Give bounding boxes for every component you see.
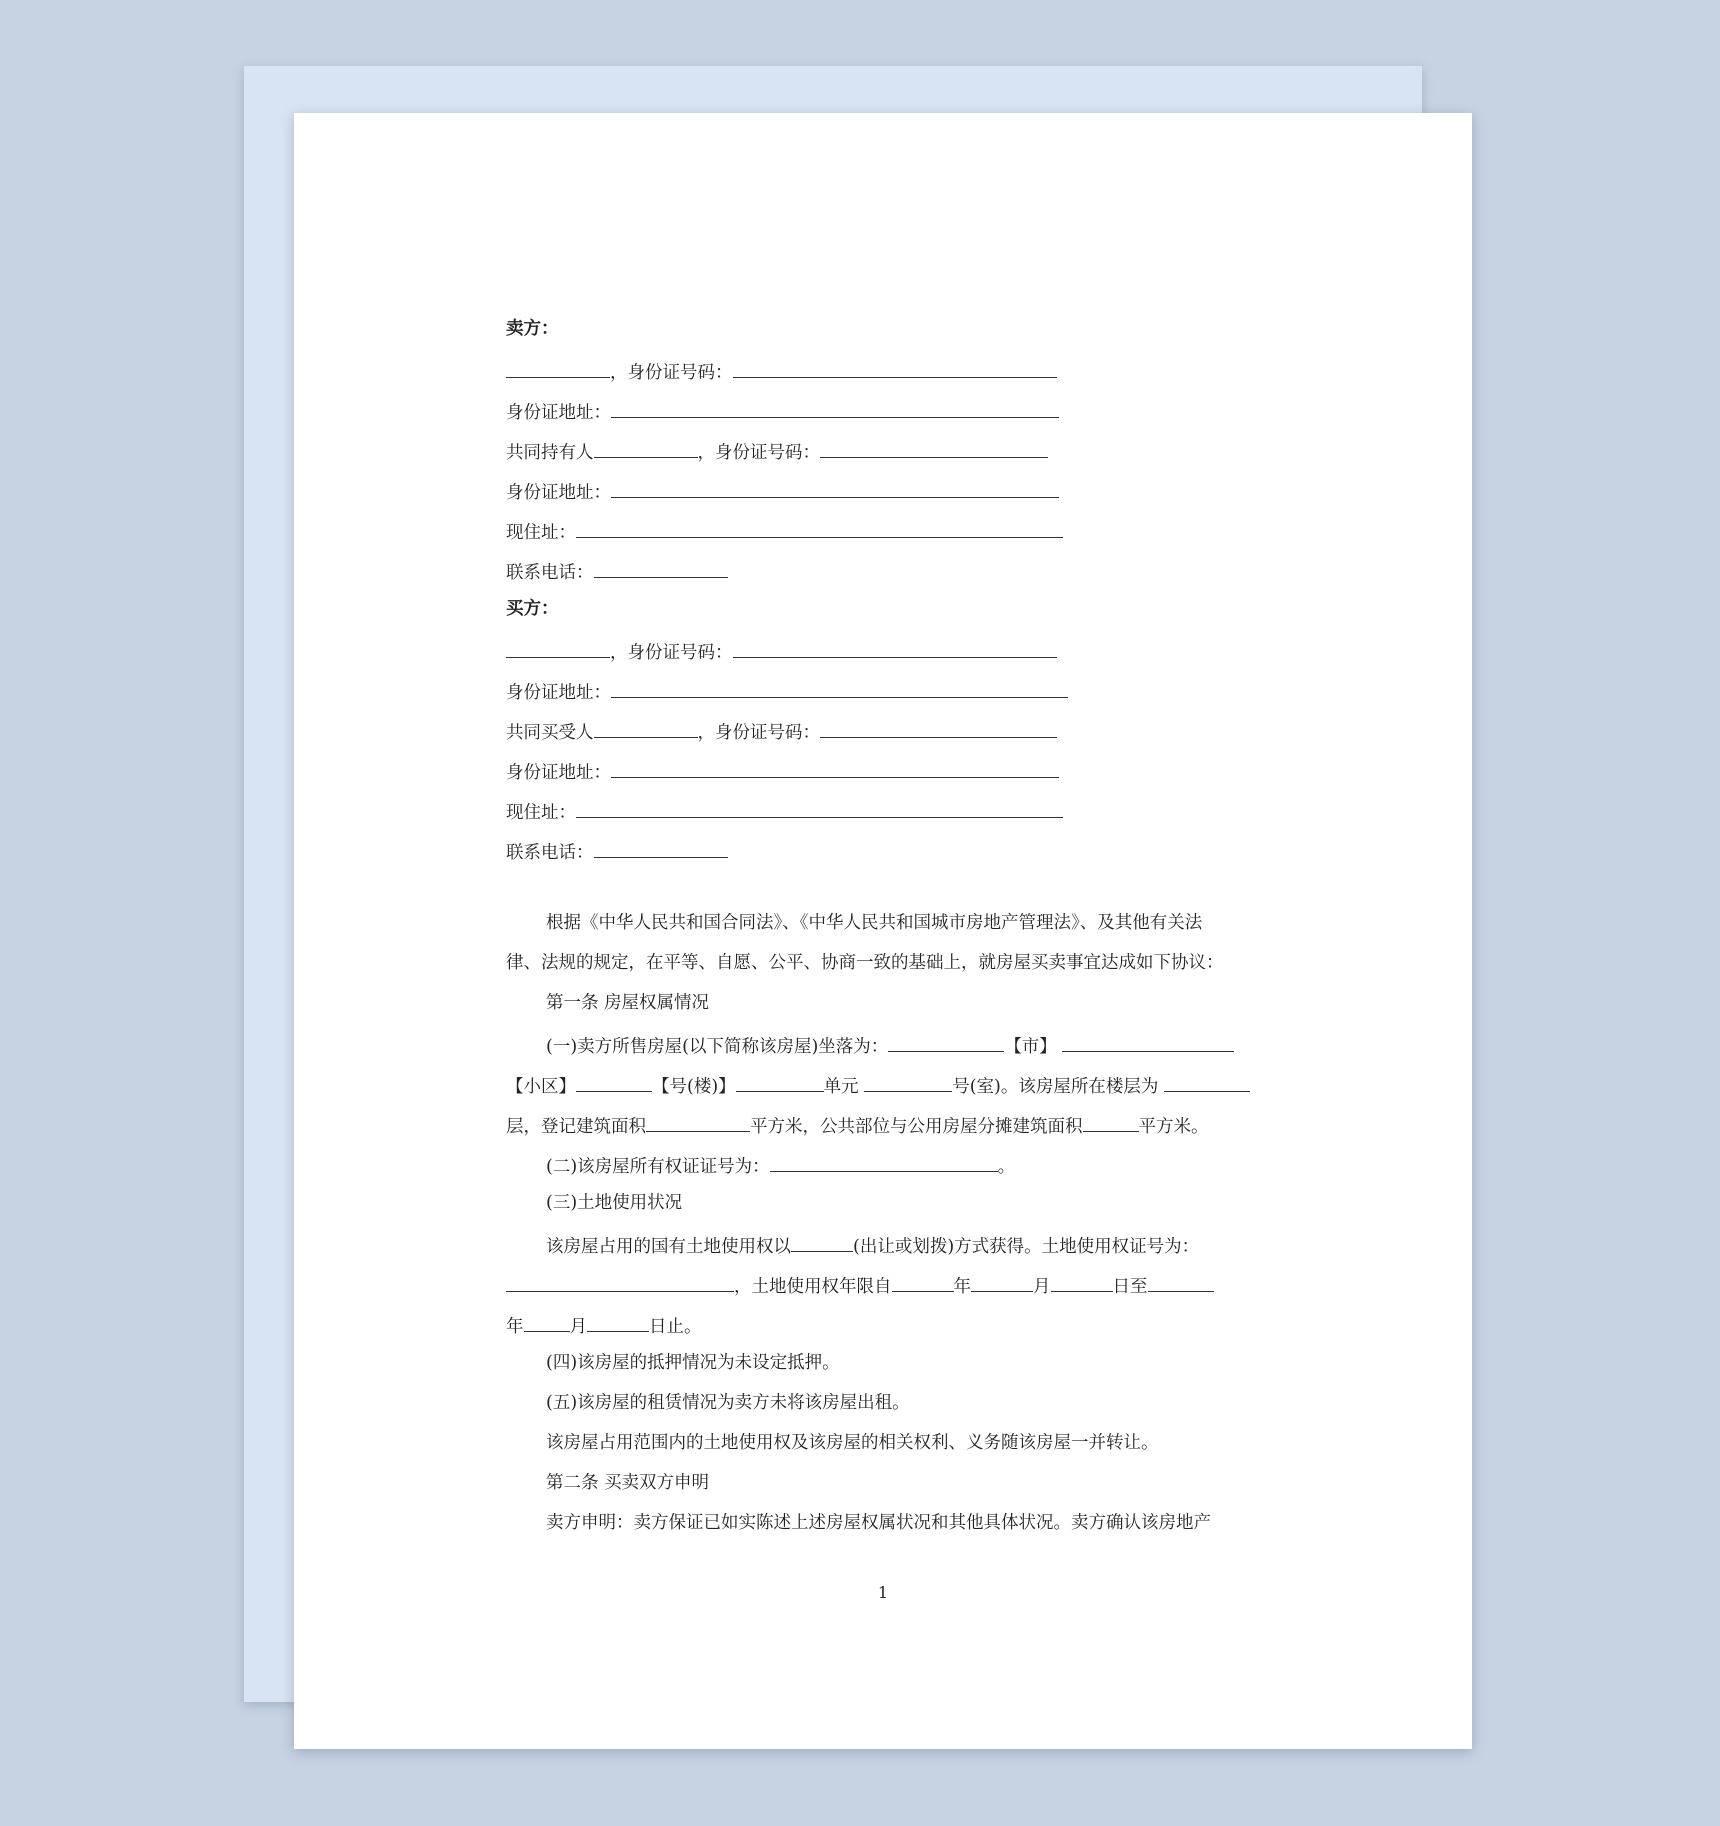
buyer-co-id-address-line (506, 749, 1266, 789)
land-start-month-label: 月 (1033, 1277, 1051, 1297)
seller-co-id-label: ，身份证号码： (697, 443, 820, 463)
item-1-area-label: 平方米，公共部位与公用房屋分摊建筑面积 (750, 1117, 1083, 1137)
seller-id-address-label: 身份证地址： (506, 403, 611, 423)
intro-paragraph-line-1: 根据《中华人民共和国合同法》、《中华人民共和国城市房地产管理法》、及其他有关法 (546, 913, 1203, 933)
buyer-id-address-blank (611, 669, 1068, 698)
land-method-blank (791, 1223, 853, 1252)
land-end-year-label: 年 (506, 1317, 524, 1337)
item-2-certificate-blank (770, 1143, 998, 1172)
item-1-room-blank (864, 1063, 952, 1092)
buyer-co-id-label: ，身份证号码： (697, 723, 820, 743)
land-start-year-label: 年 (953, 1277, 971, 1297)
item-1-unit-blank (736, 1063, 824, 1092)
item-2-certificate-label: (二)该房屋所有权证证号为： (546, 1157, 770, 1177)
seller-name-blank (506, 349, 610, 378)
item-4: (四)该房屋的抵押情况为未设定抵押。 (546, 1353, 840, 1373)
buyer-current-address-blank (576, 789, 1063, 818)
seller-id-address-line (506, 389, 1266, 429)
intro-paragraph-line-2: 律、法规的规定，在平等、自愿、公平、协商一致的基础上，就房屋买卖事宜达成如下协议： (506, 953, 1224, 973)
buyer-id-address-line (506, 669, 1266, 709)
land-line-1 (506, 1223, 1266, 1263)
seller-current-address-blank (576, 509, 1063, 538)
contract-content (506, 309, 1266, 1543)
buyer-co-id-address-blank (611, 749, 1059, 778)
item-1-location-label: (一)卖方所售房屋(以下简称该房屋)坐落为： (546, 1037, 889, 1057)
buyer-co-buyer-line (506, 709, 1266, 749)
land-end-day-blank (587, 1303, 649, 1332)
buyer-id-blank (733, 629, 1057, 658)
land-end-day-label: 日止。 (649, 1317, 702, 1337)
seller-co-id-address-label: 身份证地址： (506, 483, 611, 503)
item-1-line-1 (506, 1023, 1266, 1063)
buyer-co-id-address-label: 身份证地址： (506, 763, 611, 783)
seller-co-owner-label: 共同持有人 (506, 443, 594, 463)
article-1-title: 第一条 房屋权属情况 (546, 993, 710, 1013)
item-1-building-label: 【号(楼)】 (652, 1077, 736, 1097)
land-end-year-blank (1148, 1263, 1214, 1292)
seller-phone-line (506, 549, 1266, 589)
land-start-day-blank (1051, 1263, 1113, 1292)
land-line-3 (506, 1303, 1266, 1343)
buyer-name-line (506, 629, 1266, 669)
buyer-current-address-line (506, 789, 1266, 829)
buyer-current-address-label: 现住址： (506, 803, 576, 823)
item-1-shared-area-blank (1083, 1103, 1139, 1132)
seller-co-owner-line (506, 429, 1266, 469)
land-cert-blank (506, 1263, 734, 1292)
land-start-month-blank (971, 1263, 1033, 1292)
item-3-title: (三)土地使用状况 (546, 1193, 683, 1213)
land-method-label: 该房屋占用的国有土地使用权以 (546, 1237, 791, 1257)
item-1-room-label: 号(室)。该房屋所在楼层为 (952, 1077, 1159, 1097)
land-line-2 (506, 1263, 1266, 1303)
item-1-building-blank (576, 1063, 652, 1092)
buyer-phone-blank (594, 829, 728, 858)
seller-id-address-blank (611, 389, 1059, 418)
seller-co-id-address-line (506, 469, 1266, 509)
buyer-co-buyer-blank (594, 709, 698, 738)
seller-heading: 卖方： (506, 319, 559, 339)
seller-statement: 卖方申明：卖方保证已如实陈述上述房屋权属状况和其他具体状况。卖方确认该房地产 (546, 1513, 1211, 1533)
seller-id-blank (733, 349, 1057, 378)
item-1-line-2 (506, 1063, 1266, 1103)
item-1-city-blank (888, 1023, 1004, 1052)
seller-phone-label: 联系电话： (506, 563, 594, 583)
seller-id-label: ，身份证号码： (610, 363, 733, 383)
section-gap (506, 869, 1266, 903)
land-cert-label: (出让或划拨)方式获得。土地使用权证号为： (853, 1237, 1200, 1257)
seller-co-id-blank (820, 429, 1048, 458)
article-2-title: 第二条 买卖双方申明 (546, 1473, 710, 1493)
page-number: 1 (877, 1583, 889, 1602)
buyer-id-address-label: 身份证地址： (506, 683, 611, 703)
item-1-area-blank (646, 1103, 750, 1132)
buyer-phone-line (506, 829, 1266, 869)
land-start-day-label: 日至 (1112, 1277, 1148, 1297)
buyer-co-id-blank (820, 709, 1057, 738)
item-2-line (506, 1143, 1266, 1183)
land-start-year-blank (892, 1263, 954, 1292)
land-end-month-label: 月 (569, 1317, 587, 1337)
transfer-clause: 该房屋占用范围内的土地使用权及该房屋的相关权利、义务随该房屋一并转让。 (546, 1433, 1159, 1453)
buyer-co-buyer-label: 共同买受人 (506, 723, 594, 743)
buyer-heading: 买方： (506, 599, 559, 619)
seller-name-line (506, 349, 1266, 389)
seller-phone-blank (594, 549, 728, 578)
seller-current-address-line (506, 509, 1266, 549)
buyer-phone-label: 联系电话： (506, 843, 594, 863)
seller-co-owner-blank (594, 429, 698, 458)
item-1-floor-blank (1164, 1063, 1250, 1092)
seller-co-id-address-blank (611, 469, 1059, 498)
buyer-id-label: ，身份证号码： (610, 643, 733, 663)
item-1-city-label: 【市】 (1004, 1037, 1057, 1057)
seller-current-address-label: 现住址： (506, 523, 576, 543)
land-end-month-blank (524, 1303, 570, 1332)
item-1-unit-label: 单元 (823, 1077, 859, 1097)
item-1-district-label: 【小区】 (506, 1077, 576, 1097)
item-2-end-mark: 。 (997, 1157, 1016, 1177)
land-term-label: ，土地使用权年限自 (734, 1277, 892, 1297)
item-1-floor-label: 层，登记建筑面积 (506, 1117, 646, 1137)
item-5: (五)该房屋的租赁情况为卖方未将该房屋出租。 (546, 1393, 910, 1413)
item-1-line-3 (506, 1103, 1266, 1143)
item-1-shared-area-label: 平方米。 (1138, 1117, 1209, 1137)
document-page (294, 113, 1472, 1749)
buyer-name-blank (506, 629, 610, 658)
item-1-district-blank (1062, 1023, 1234, 1052)
